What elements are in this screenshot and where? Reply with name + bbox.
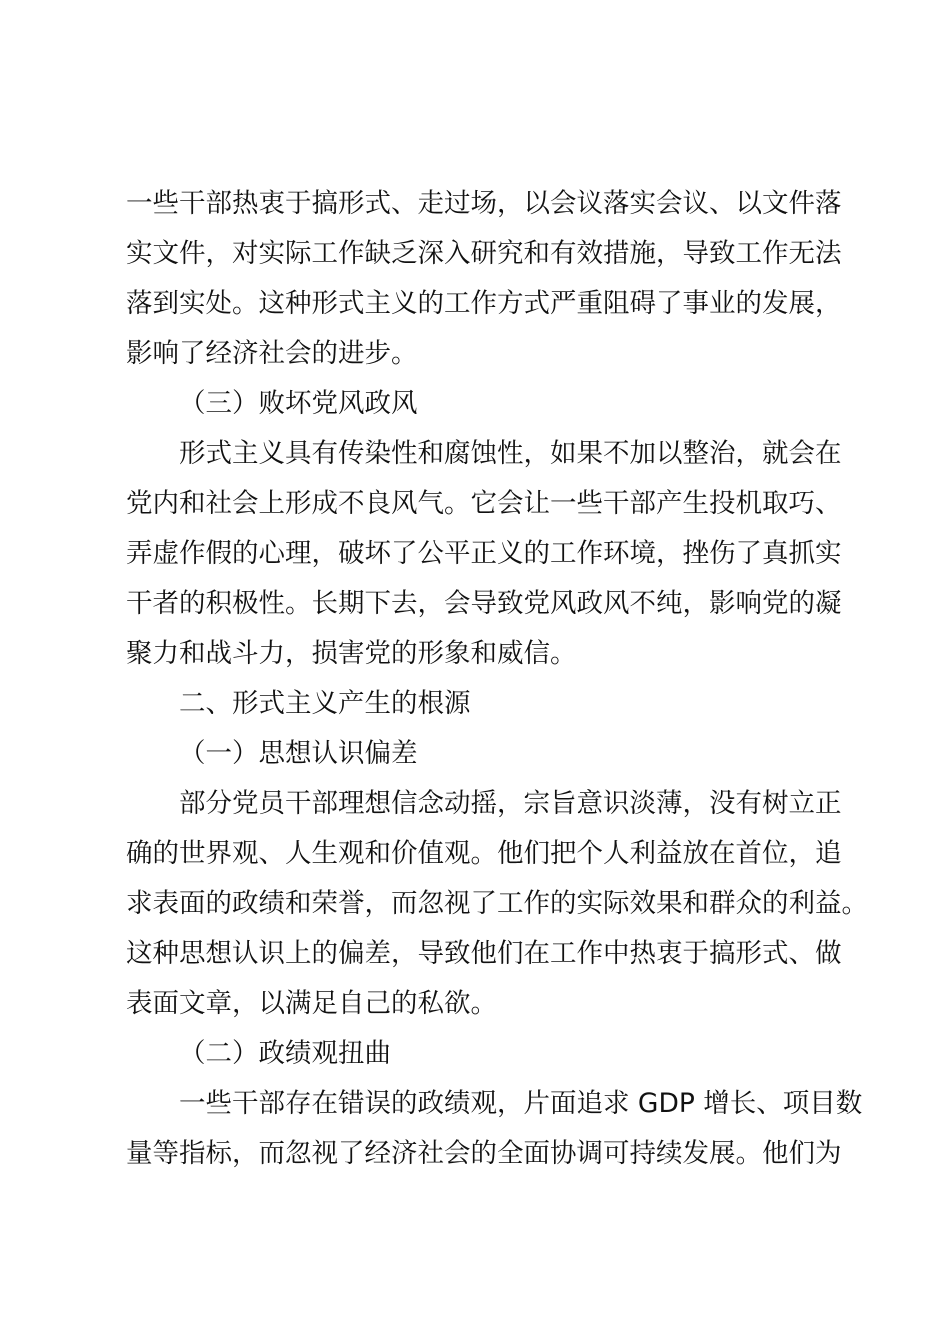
paragraph-line: 影响了经济社会的进步。 bbox=[126, 338, 418, 369]
paragraph-line: 表面文章，以满足自己的私欲。 bbox=[126, 988, 497, 1019]
paragraph-line: 干者的积极性。长期下去，会导致党风政风不纯，影响党的凝 bbox=[126, 588, 842, 619]
section-heading: （三）败坏党风政风 bbox=[179, 388, 418, 419]
section-heading: （二）政绩观扭曲 bbox=[179, 1038, 391, 1069]
paragraph-line: 量等指标，而忽视了经济社会的全面协调可持续发展。他们为 bbox=[126, 1138, 842, 1169]
paragraph-line: 确的世界观、人生观和价值观。他们把个人利益放在首位，追 bbox=[126, 838, 842, 869]
paragraph-line: 落到实处。这种形式主义的工作方式严重阻碍了事业的发展， bbox=[126, 288, 842, 319]
paragraph-line: 党内和社会上形成不良风气。它会让一些干部产生投机取巧、 bbox=[126, 488, 842, 519]
chapter-heading: 二、形式主义产生的根源 bbox=[179, 688, 471, 719]
section-heading: （一）思想认识偏差 bbox=[179, 738, 418, 769]
paragraph-line: 部分党员干部理想信念动摇，宗旨意识淡薄，没有树立正 bbox=[179, 788, 842, 819]
paragraph-line: 聚力和战斗力，损害党的形象和威信。 bbox=[126, 638, 577, 669]
paragraph-line: 实文件，对实际工作缺乏深入研究和有效措施，导致工作无法 bbox=[126, 238, 842, 269]
paragraph-line: 一些干部热衷于搞形式、走过场，以会议落实会议、以文件落 bbox=[126, 188, 842, 219]
paragraph-line: 一些干部存在错误的政绩观，片面追求 GDP 增长、项目数 bbox=[179, 1088, 863, 1119]
paragraph-line: 求表面的政绩和荣誉，而忽视了工作的实际效果和群众的利益。 bbox=[126, 888, 868, 919]
paragraph-line: 形式主义具有传染性和腐蚀性，如果不加以整治，就会在 bbox=[179, 438, 842, 469]
paragraph-line: 弄虚作假的心理，破坏了公平正义的工作环境，挫伤了真抓实 bbox=[126, 538, 842, 569]
paragraph-line: 这种思想认识上的偏差，导致他们在工作中热衷于搞形式、做 bbox=[126, 938, 842, 969]
